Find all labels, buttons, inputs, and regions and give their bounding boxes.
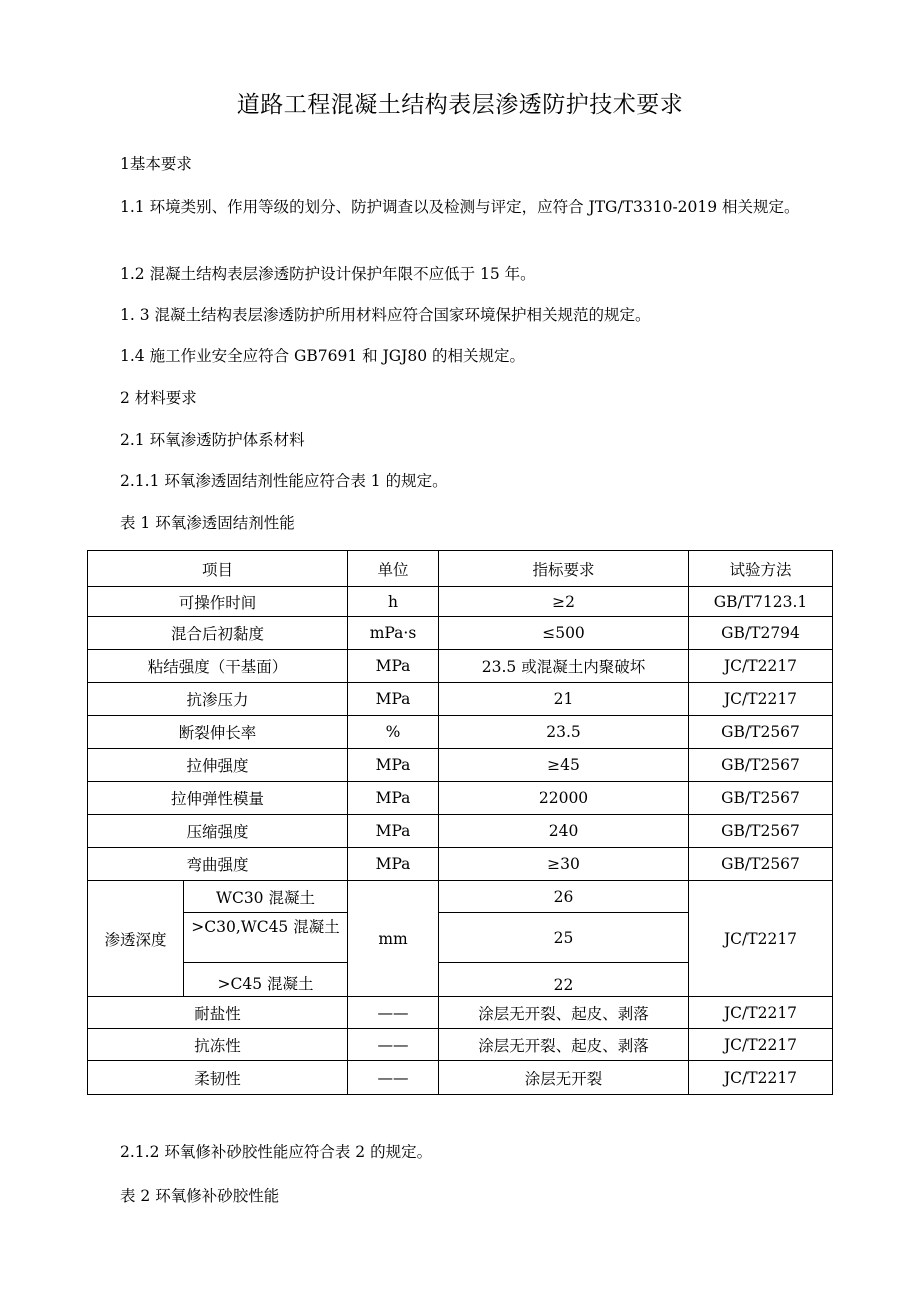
cell-requirement: 22000 (439, 782, 689, 815)
cell-unit: MPa (348, 683, 439, 716)
cell-item: 柔韧性 (88, 1061, 348, 1095)
cell-item: 弯曲强度 (88, 848, 348, 881)
cell-requirement: 涂层无开裂 (439, 1061, 689, 1095)
cell-penetration-value: 25 (439, 913, 689, 963)
paragraph-1-1: 1.1 环境类别、作用等级的划分、防护调查以及检测与评定，应符合 JTG/T3310-2019 相关规定。 (120, 198, 800, 216)
cell-penetration-unit: mm (348, 881, 439, 997)
cell-item: 拉伸弹性模量 (88, 782, 348, 815)
paragraph-1-4: 1.4 施工作业安全应符合 GB7691 和 JGJ80 的相关规定。 (120, 347, 526, 365)
header-item: 项目 (88, 551, 348, 587)
cell-penetration-sub: >C30,WC45 混凝土 (184, 913, 348, 963)
cell-requirement: 23.5 (439, 716, 689, 749)
table-header-row (88, 551, 833, 587)
paragraph-2-1: 2.1 环氧渗透防护体系材料 (120, 431, 305, 449)
cell-unit: MPa (348, 782, 439, 815)
cell-test-method: GB/T2567 (689, 749, 833, 782)
cell-unit: —— (348, 997, 439, 1029)
table-row (88, 587, 833, 617)
table-row (88, 617, 833, 650)
cell-requirement: 240 (439, 815, 689, 848)
cell-penetration-sub: >C45 混凝土 (184, 963, 348, 997)
table-1-epoxy-consolidant (87, 550, 833, 1095)
table-row (88, 997, 833, 1029)
paragraph-2-1-1: 2.1.1 环氧渗透固结剂性能应符合表 1 的规定。 (120, 472, 448, 490)
cell-test-method: GB/T2794 (689, 617, 833, 650)
cell-item: 耐盐性 (88, 997, 348, 1029)
cell-test-method: GB/T2567 (689, 716, 833, 749)
paragraph-1-3: 1. 3 混凝土结构表层渗透防护所用材料应符合国家环境保护相关规范的规定。 (120, 306, 651, 324)
paragraph-1-2: 1.2 混凝土结构表层渗透防护设计保护年限不应低于 15 年。 (120, 265, 536, 283)
cell-unit: % (348, 716, 439, 749)
cell-item: 粘结强度（干基面） (88, 650, 348, 683)
cell-requirement: ≥45 (439, 749, 689, 782)
table-row (88, 1029, 833, 1061)
cell-test-method: GB/T2567 (689, 815, 833, 848)
cell-unit: —— (348, 1061, 439, 1095)
cell-penetration-method: JC/T2217 (689, 881, 833, 997)
cell-test-method: GB/T2567 (689, 782, 833, 815)
cell-requirement: ≥30 (439, 848, 689, 881)
paragraph-2-1-2: 2.1.2 环氧修补砂胶性能应符合表 2 的规定。 (120, 1143, 433, 1161)
cell-test-method: JC/T2217 (689, 1061, 833, 1095)
document-title: 道路工程混凝土结构表层渗透防护技术要求 (236, 92, 684, 118)
table-2-caption: 表 2 环氧修补砂胶性能 (120, 1187, 280, 1205)
table-row (88, 815, 833, 848)
cell-unit: MPa (348, 848, 439, 881)
cell-unit: MPa (348, 815, 439, 848)
header-unit: 单位 (348, 551, 439, 587)
section-1-heading: 1基本要求 (120, 155, 192, 173)
cell-test-method: JC/T2217 (689, 650, 833, 683)
table-row (88, 650, 833, 683)
cell-test-method: JC/T2217 (689, 997, 833, 1029)
table-row (88, 881, 833, 913)
table-row (88, 1061, 833, 1095)
cell-requirement: 23.5 或混凝土内聚破坏 (439, 650, 689, 683)
cell-test-method: GB/T2567 (689, 848, 833, 881)
cell-unit: h (348, 587, 439, 617)
cell-test-method: JC/T2217 (689, 1029, 833, 1061)
cell-item: 压缩强度 (88, 815, 348, 848)
table-row (88, 716, 833, 749)
table-row (88, 782, 833, 815)
cell-penetration-sub: WC30 混凝土 (184, 881, 348, 913)
cell-unit: MPa (348, 749, 439, 782)
cell-item: 断裂伸长率 (88, 716, 348, 749)
cell-unit: mPa·s (348, 617, 439, 650)
cell-item: 可操作时间 (88, 587, 348, 617)
cell-item: 拉伸强度 (88, 749, 348, 782)
table-1-caption: 表 1 环氧渗透固结剂性能 (120, 514, 295, 532)
cell-penetration-value: 26 (439, 881, 689, 913)
cell-requirement: ≥2 (439, 587, 689, 617)
cell-item: 抗渗压力 (88, 683, 348, 716)
cell-requirement: 涂层无开裂、起皮、剥落 (439, 1029, 689, 1061)
cell-test-method: JC/T2217 (689, 683, 833, 716)
cell-unit: —— (348, 1029, 439, 1061)
header-requirement: 指标要求 (439, 551, 689, 587)
cell-penetration-value: 22 (439, 963, 689, 997)
section-2-heading: 2 材料要求 (120, 389, 197, 407)
cell-requirement: ≤500 (439, 617, 689, 650)
cell-item: 混合后初黏度 (88, 617, 348, 650)
table-row (88, 848, 833, 881)
table-row (88, 749, 833, 782)
table-row (88, 683, 833, 716)
header-test-method: 试验方法 (689, 551, 833, 587)
cell-requirement: 涂层无开裂、起皮、剥落 (439, 997, 689, 1029)
cell-requirement: 21 (439, 683, 689, 716)
cell-penetration-depth-label: 渗透深度 (88, 881, 184, 997)
cell-unit: MPa (348, 650, 439, 683)
cell-item: 抗冻性 (88, 1029, 348, 1061)
cell-test-method: GB/T7123.1 (689, 587, 833, 617)
